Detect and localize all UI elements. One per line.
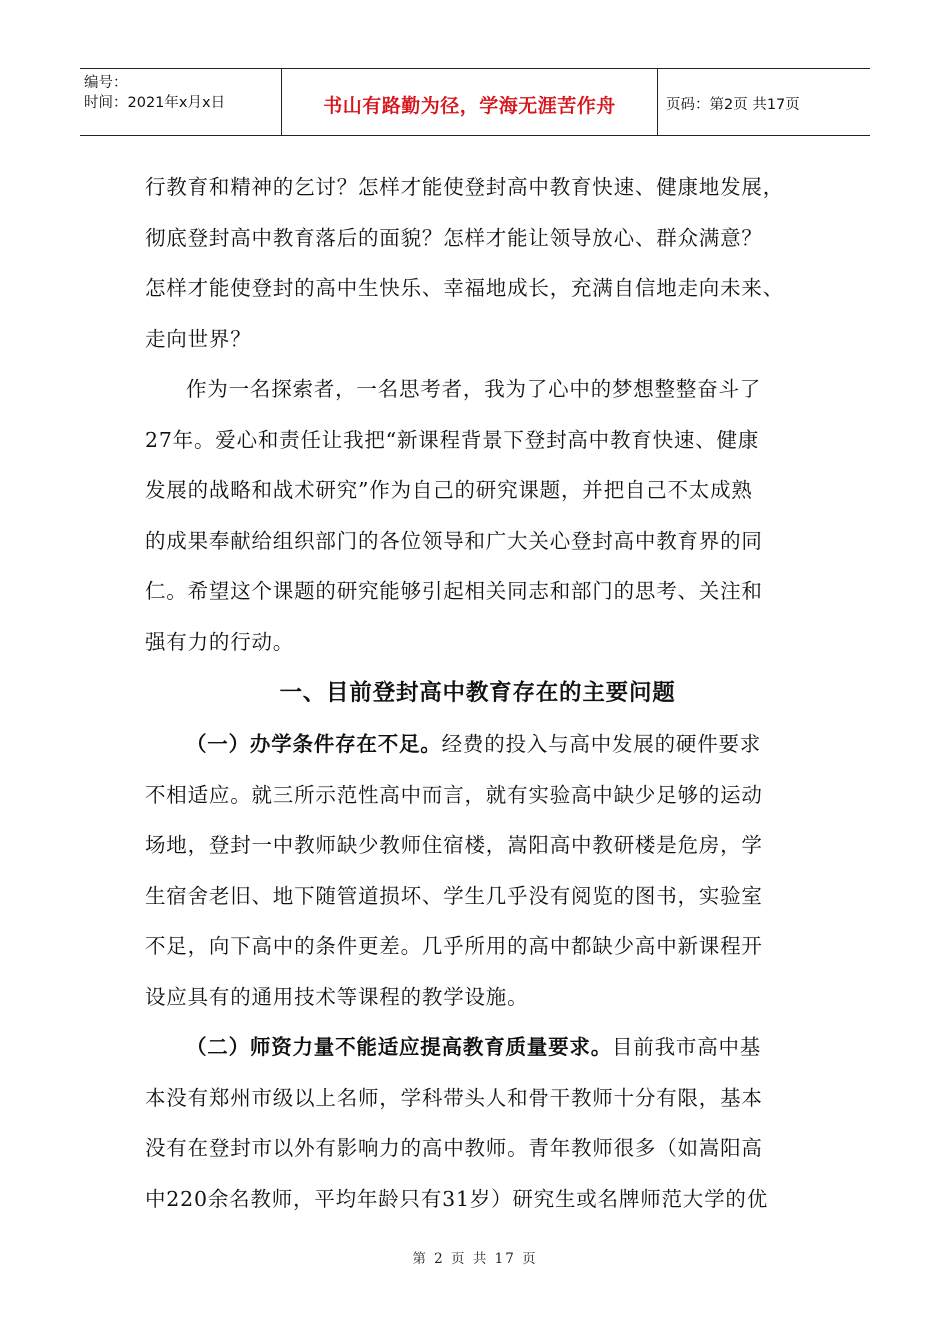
text-line: 场地，登封一中教师缺少教师住宿楼，嵩阳高中教研楼是危房，学 bbox=[145, 833, 763, 857]
document-date: 时间：2021年x月x日 bbox=[84, 95, 226, 111]
paragraph-2 bbox=[145, 364, 810, 667]
text-line: 中220余名教师，平均年龄只有31岁）研究生或名牌师范大学的优 bbox=[145, 1186, 769, 1211]
text-line: 仁。希望这个课题的研究能够引起相关同志和部门的思考、关注和 bbox=[145, 579, 763, 603]
text-line: 没有在登封市以外有影响力的高中教师。青年教师很多（如嵩阳高 bbox=[145, 1136, 763, 1160]
subsection-2 bbox=[145, 1022, 810, 1224]
page-header bbox=[80, 68, 870, 136]
text-line bbox=[145, 719, 810, 770]
text-line: 不足，向下高中的条件更差。几乎所用的高中都缺少高中新课程开 bbox=[145, 934, 763, 958]
text-line: 彻底登封高中教育落后的面貌？怎样才能让领导放心、群众满意？ bbox=[145, 225, 763, 250]
text-line: 设应具有的通用技术等课程的教学设施。 bbox=[145, 984, 529, 1009]
text-line: 强有力的行动。 bbox=[145, 629, 295, 654]
paragraph-1 bbox=[145, 162, 810, 364]
text-line: 发展的战略和战术研究”作为自己的研究课题，并把自己不太成熟 bbox=[145, 478, 753, 502]
header-meta bbox=[80, 69, 282, 135]
text-line: 不相适应。就三所示范性高中而言，就有实验高中缺少足够的运动 bbox=[145, 782, 763, 807]
subsection-2-text: 目前我市高中基 bbox=[612, 1035, 762, 1059]
header-motto: 书山有路勤为径，学海无涯苦作舟 bbox=[282, 69, 658, 135]
text-line: 的成果奉献给组织部门的各位领导和广大关心登封高中教育界的同 bbox=[145, 528, 763, 553]
text-line: 作为一名探索者，一名思考者，我为了心中的梦想整整奋斗了 bbox=[186, 377, 762, 401]
subsection-1-heading: （一）办学条件存在不足。 bbox=[186, 732, 442, 756]
subsection-1-text: 经费的投入与高中发展的硬件要求 bbox=[441, 732, 762, 756]
text-line: 27年。爱心和责任让我把“新课程背景下登封高中教育快速、健康 bbox=[145, 427, 760, 452]
section-title: 一、目前登封高中教育存在的主要问题 bbox=[279, 680, 676, 706]
text-line: 行教育和精神的乞讨？怎样才能使登封高中教育快速、健康地发展， bbox=[145, 175, 784, 199]
text-line: 走向世界？ bbox=[145, 326, 252, 351]
document-number-label: 编号： bbox=[84, 75, 128, 91]
header-page-info: 页码：第2页 共17页 bbox=[666, 96, 800, 113]
subsection-2-heading: （二）师资力量不能适应提高教育质量要求。 bbox=[186, 1035, 612, 1059]
text-line: 生宿舍老旧、地下随管道损坏、学生几乎没有阅览的图书，实验室 bbox=[145, 883, 763, 908]
page-footer: 第 2 页 共 17 页 bbox=[412, 1251, 538, 1267]
text-line: 本没有郑州市级以上名师，学科带头人和骨干教师十分有限，基本 bbox=[145, 1085, 763, 1110]
text-line: 怎样才能使登封的高中生快乐、幸福地成长，充满自信地走向未来、 bbox=[145, 276, 784, 300]
text-line bbox=[145, 1022, 810, 1073]
subsection-1 bbox=[145, 719, 810, 1022]
document-body bbox=[145, 162, 810, 1224]
